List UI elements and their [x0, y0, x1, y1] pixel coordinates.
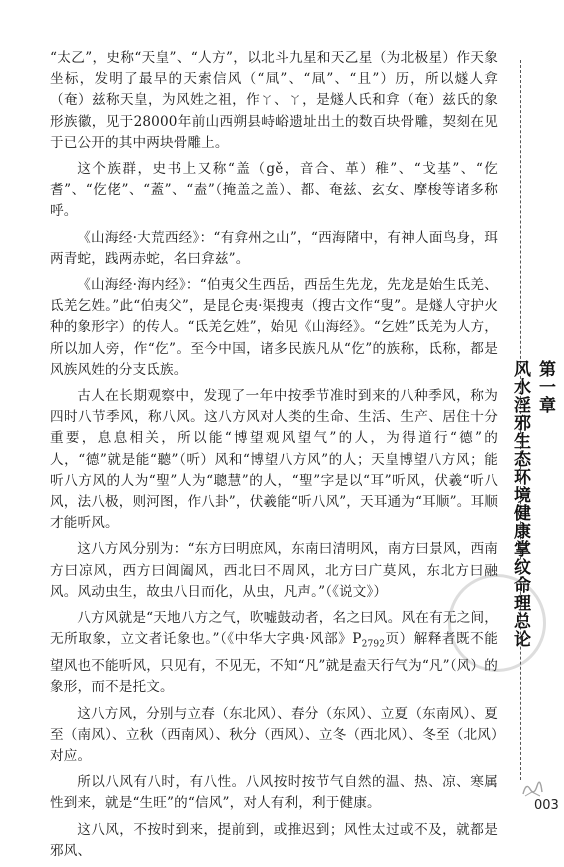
paragraph-solar-terms: 这八方风，分别与立春（东北风）、春分（东风）、立夏（东南风）、夏至（南风）、立秋（西南风）、秋分（西风）、立冬（西北风）、冬至（北风）对应。 — [50, 705, 498, 765]
chapter-title: 风水淫邪生态环境健康掌纹命理总论 — [510, 360, 530, 648]
paragraph-wind-directions: 这八方风分别为：“东方曰明庶风，东南曰清明风，南方曰景风，西南方曰凉风，西方曰阊阖风，西北曰不周风，北方曰广莫风，东北方曰融风。风动虫生，故虫八日而化，从虫，凡声。”（《说文》） — [50, 541, 498, 600]
paragraph-evil-winds: 这八风，不按时到来，提前到，或推迟到；风性太过或不及，就都是邪风、 — [50, 821, 498, 859]
definition-text-a: 八方风就是“天地八方之气，吹嘘鼓动者，名之曰风。风在有无之间，无所取象，立文者讬象也。”（《中华大字典·风部》P — [50, 610, 498, 648]
definition-text-b: 页）解释者既不能望风也不能听风，只见有，不见无，不知“凡”就是盍天行气为“凡”（风）的象形，而不是托文。 — [50, 631, 499, 696]
chapter-label: 第一章 — [535, 360, 555, 414]
body-text — [50, 48, 498, 867]
paragraph-shanhaijing-inner: 《山海经·海内经》：“伯夷父生西岳，西岳生先龙，先龙是始生氐羌、氐羌乞姓。”此“伯夷父”，是昆仑夷·渠搜夷（搜古文作“叟”。是燧人守护火种的象形字）的传人。“氐羌乞姓”，始见《山海经》。“乞姓”氐羌为人方，所以加人旁，作“仡”。至今中国，诸多民族凡从“仡”的族称，氐称，都是风族风姓的分支氐族。 — [50, 277, 498, 378]
paragraph-taiyi: “太乙”，史称“天皇”、“人方”，以北斗九星和天乙星（为北极星）作天象坐标，发明了最早的天索信风（“凬”、“凬”、“且”）历，所以燧人弇（奄）兹称天皇，为风姓之祖，作ㄚ、ㄚ，是燧人氏和弇（奄）兹氏的象形族徽，见于28000年前山西朔县峙峪遗址出土的数百块骨雕，契刻在见于已公开的其中两块骨雕上。 — [50, 50, 498, 151]
page-reference: 2792 — [361, 640, 386, 650]
watermark-stamp — [448, 574, 546, 672]
page-number: 003 — [534, 798, 559, 813]
paragraph-eight-winds: 古人在长期观察中，发现了一年中按季节准时到来的八种季风，称为四时八节季风，称八风。这八方风对人类的生命、生活、生产、居住十分重要，息息相关，所以能“博望观风望气”的人，为得道行“德”的人，“德”就是能“聽”（听）风和“博望八方风”的人；天皇博望八方风；能听八方风的人为“聖”人为“聰慧”的人，“聖”字是以“耳”听风，伏羲“听八风，法八极，则河图，作八卦”，伏羲能“听八风”，天耳通为“耳顺”。耳顺才能听风。 — [50, 388, 498, 532]
paragraph-wind-definition — [50, 608, 498, 699]
seal-icon — [520, 780, 544, 798]
paragraph-clan-names: 这个族群，史书上又称“盖（gě，音合、革）稚”、“戈基”、“仡耆”、“仡佬”、“蓋”、“盍”（掩盖之盖）、都、奄兹、玄女、摩梭等诸多称呼。 — [50, 161, 498, 220]
paragraph-eight-seasons: 所以八风有八时，有八性。八风按时按节气自然的温、热、凉、寒属性到来，就是“生旺”的“信风”，对人有利，利于健康。 — [50, 774, 498, 812]
paragraph-shanhaijing-west: 《山海经·大荒西经》：“有弇州之山”，“西海陼中，有神人面鸟身，珥两青蛇，践两赤蛇，名曰弇兹”。 — [50, 229, 498, 267]
